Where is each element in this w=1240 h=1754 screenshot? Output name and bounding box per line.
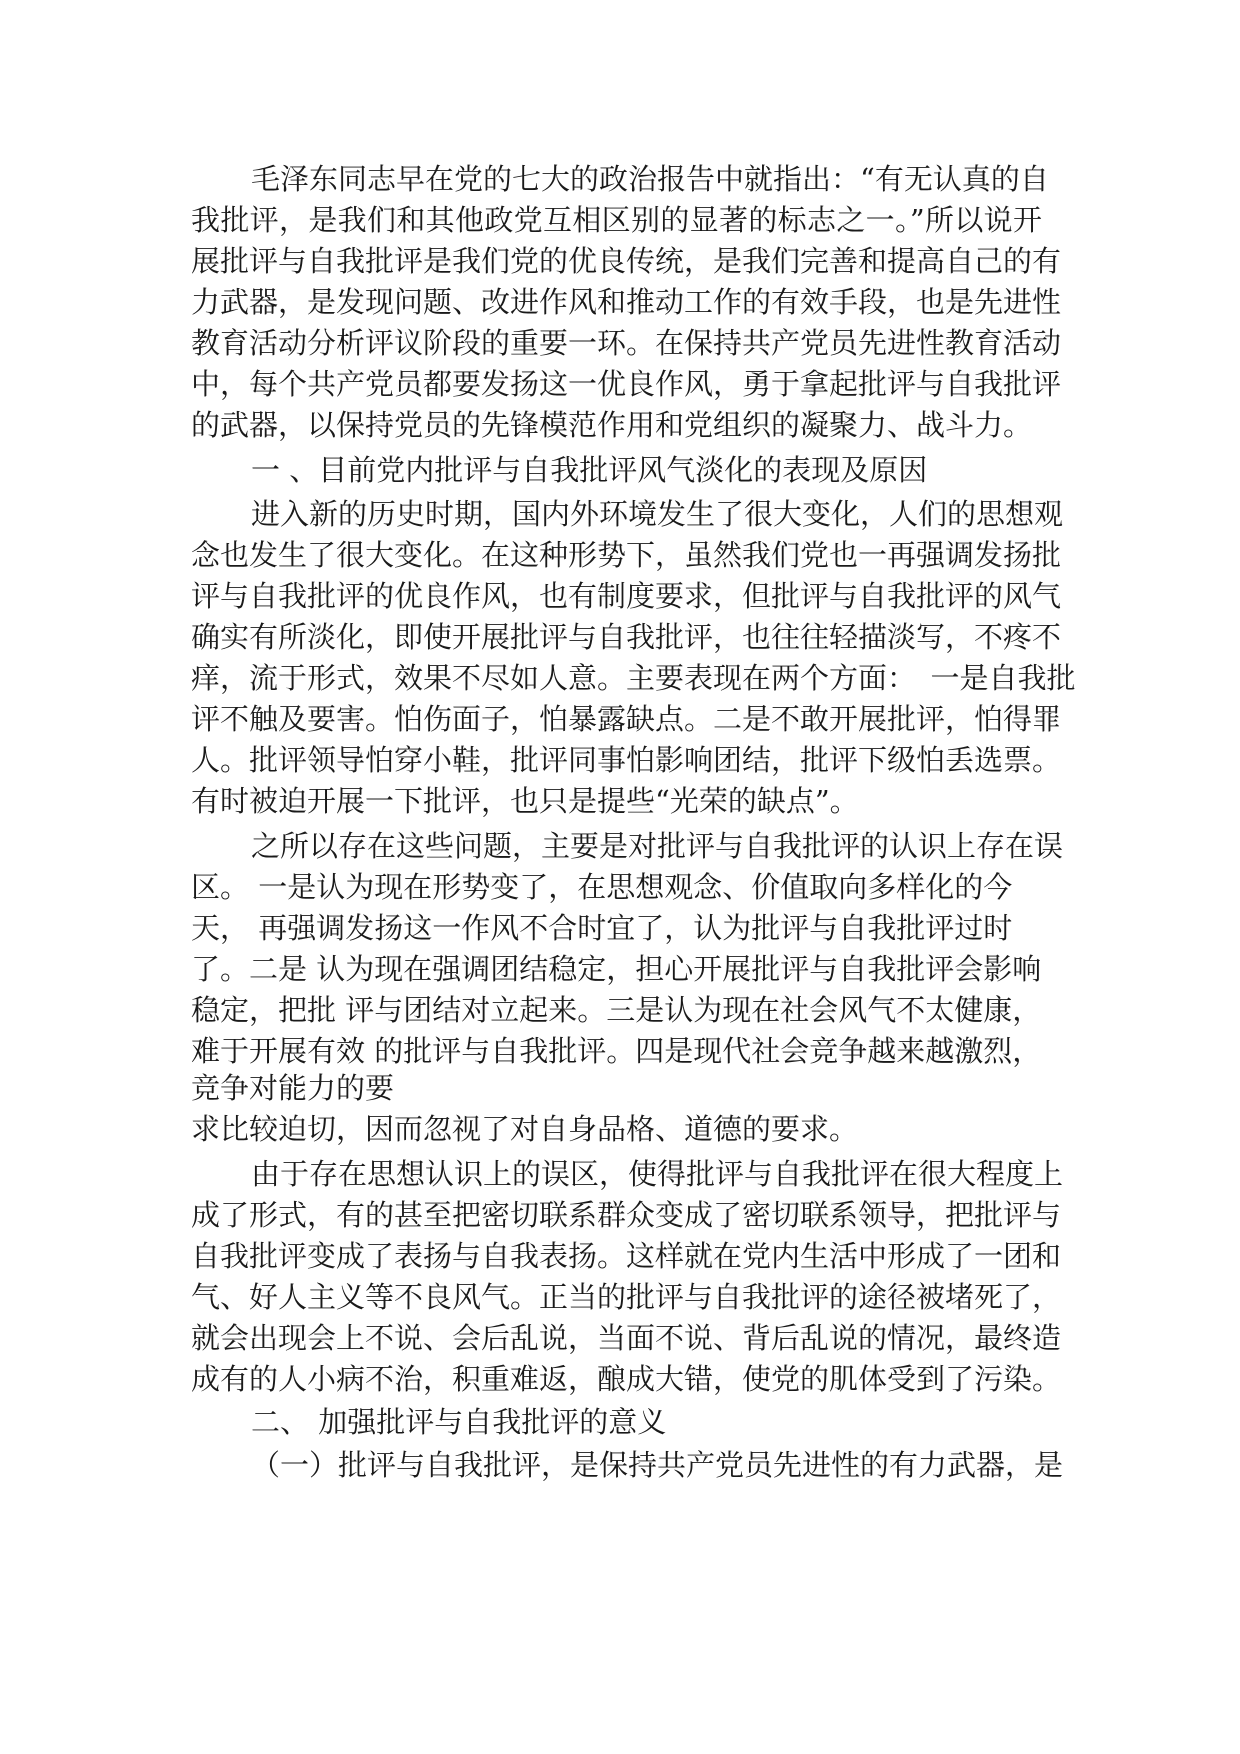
- text-line: 力武器，是发现问题、改进作风和推动工作的有效手段，也是先进性: [191, 285, 1062, 319]
- text-line: 痒，流于形式，效果不尽如人意。主要表现在两个方面： 一是自我批: [191, 661, 1076, 695]
- text-line: 了。二是 认为现在强调团结稳定，担心开展批评与自我批评会影响: [191, 952, 1042, 986]
- text-line: 稳定，把批 评与团结对立起来。三是认为现在社会风气不太健康，: [191, 993, 1042, 1027]
- text-line: 之所以存在这些问题，主要是对批评与自我批评的认识上存在误: [251, 829, 1064, 863]
- section-heading: 二、 加强批评与自我批评的意义: [251, 1405, 667, 1439]
- text-line: 评与自我批评的优良作风，也有制度要求，但批评与自我批评的风气: [191, 579, 1062, 613]
- text-line: 教育活动分析评议阶段的重要一环。在保持共产党员先进性教育活动: [191, 326, 1062, 360]
- text-line: 的武器，以保持党员的先锋模范作用和党组织的凝聚力、战斗力。: [191, 408, 1033, 442]
- text-line: 毛泽东同志早在党的七大的政治报告中就指出：“有无认真的自: [251, 162, 1049, 196]
- text-line: 中，每个共产党员都要发扬这一优良作风，勇于拿起批评与自我批评: [191, 367, 1062, 401]
- text-line: 人。批评领导怕穿小鞋，批评同事怕影响团结，批评下级怕丢选票。: [191, 743, 1062, 777]
- text-line: 成了形式，有的甚至把密切联系群众变成了密切联系领导，把批评与: [191, 1198, 1062, 1232]
- text-line: 展批评与自我批评是我们党的优良传统，是我们完善和提高自己的有: [191, 244, 1062, 278]
- section-heading: 一 、目前党内批评与自我批评风气淡化的表现及原因: [251, 453, 928, 487]
- text-line: 天， 再强调发扬这一作风不合时宜了，认为批评与自我批评过时: [191, 911, 1013, 945]
- text-line: 求比较迫切，因而忽视了对自身品格、道德的要求。: [191, 1112, 859, 1146]
- text-line: 我批评，是我们和其他政党互相区别的显著的标志之一。”所以说开: [191, 203, 1042, 237]
- text-line: 气、好人主义等不良风气。正当的批评与自我批评的途径被堵死了，: [191, 1280, 1062, 1314]
- text-line: 确实有所淡化，即使开展批评与自我批评，也往往轻描淡写，不疼不: [191, 620, 1062, 654]
- text-line: 由于存在思想认识上的误区，使得批评与自我批评在很大程度上: [251, 1157, 1064, 1191]
- text-line: 进入新的历史时期，国内外环境发生了很大变化，人们的思想观: [251, 497, 1064, 531]
- text-line: 竞争对能力的要: [191, 1071, 395, 1105]
- text-line: 念也发生了很大变化。在这种形势下，虽然我们党也一再强调发扬批: [191, 538, 1062, 572]
- text-line: （一）批评与自我批评，是保持共产党员先进性的有力武器，是: [251, 1448, 1064, 1482]
- text-line: 评不触及要害。怕伤面子，怕暴露缺点。二是不敢开展批评，怕得罪: [191, 702, 1062, 736]
- text-line: 自我批评变成了表扬与自我表扬。这样就在党内生活中形成了一团和: [191, 1239, 1062, 1273]
- text-line: 就会出现会上不说、会后乱说，当面不说、背后乱说的情况，最终造: [191, 1321, 1062, 1355]
- text-line: 有时被迫开展一下批评，也只是提些“光荣的缺点”。: [191, 784, 859, 818]
- text-line: 成有的人小病不治，积重难返，酿成大错，使党的肌体受到了污染。: [191, 1362, 1062, 1396]
- text-line: 区。 一是认为现在形势变了，在思想观念、价值取向多样化的今: [191, 870, 1013, 904]
- text-line: 难于开展有效 的批评与自我批评。四是现代社会竞争越来越激烈，: [191, 1034, 1042, 1068]
